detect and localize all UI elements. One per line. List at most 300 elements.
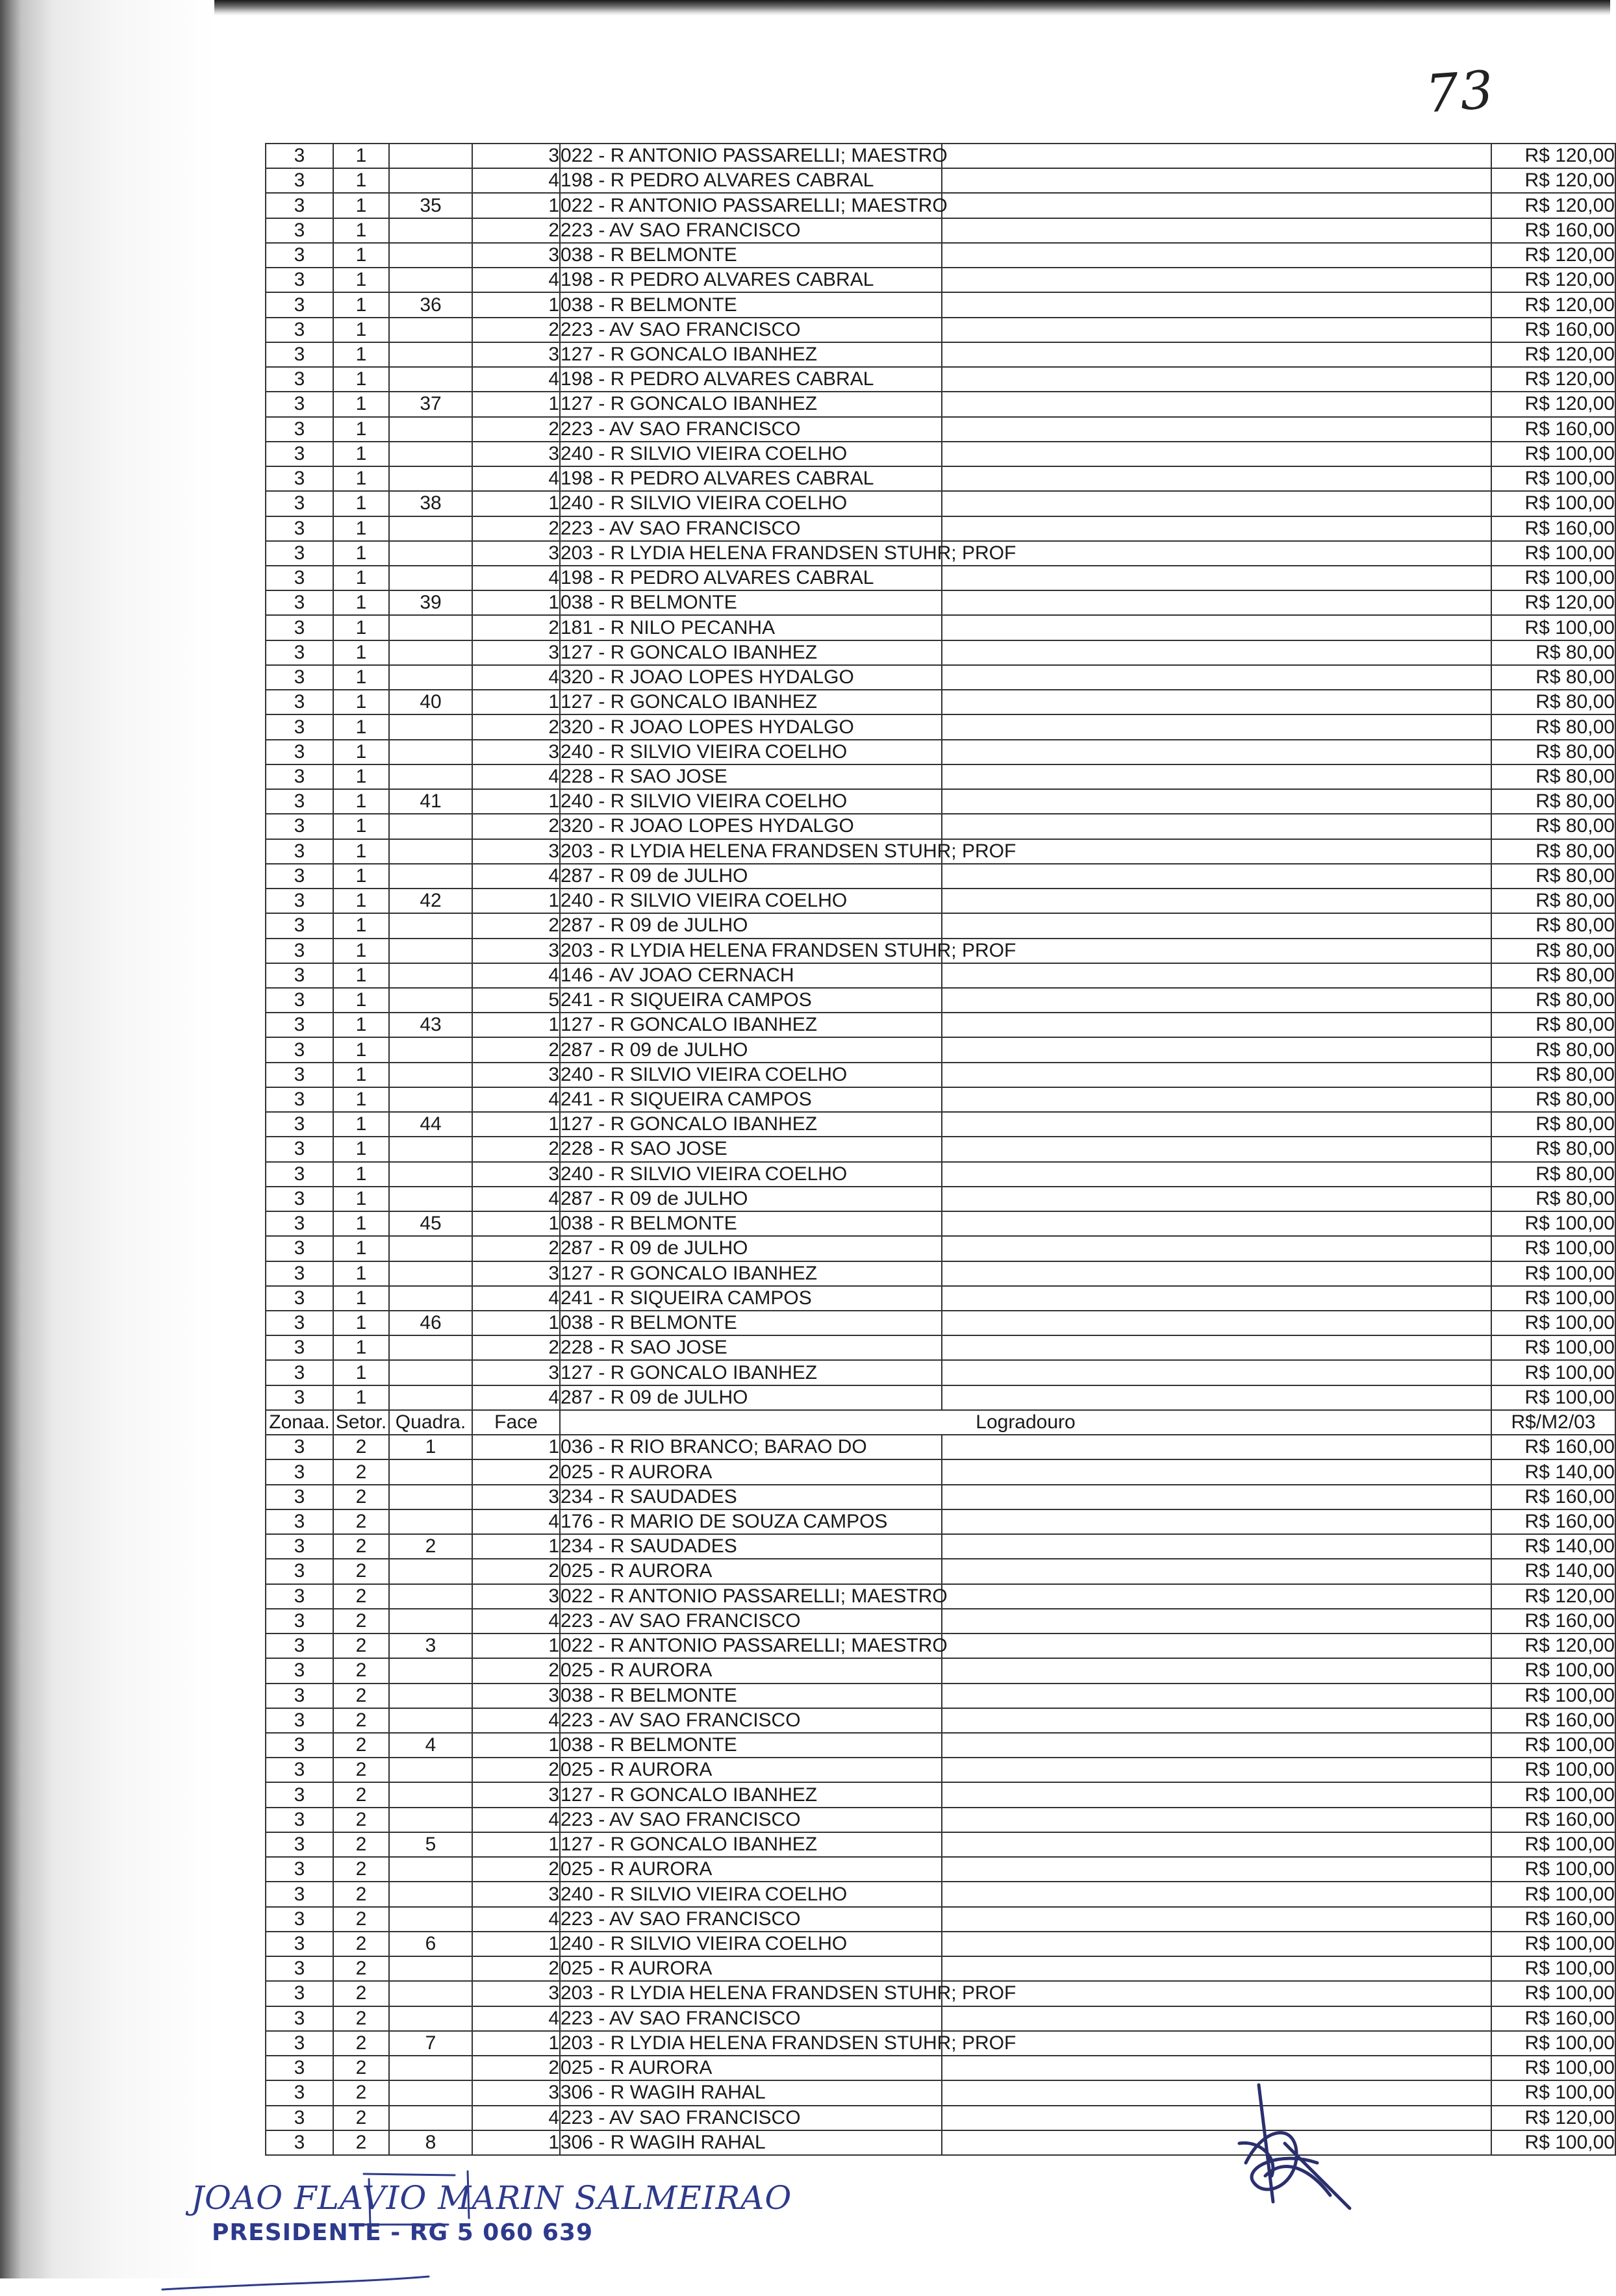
table-row [266, 318, 1615, 342]
quadra-cell [389, 1956, 472, 1981]
header-valor: R$/M2/03 [1491, 1410, 1615, 1435]
quadra-cell [389, 1782, 472, 1807]
quadra-cell: 4 [389, 1733, 472, 1758]
face-cell: 3 [472, 1162, 560, 1187]
face-cell: 1 [472, 1013, 560, 1037]
table-row [266, 417, 1615, 442]
quadra-cell [389, 541, 472, 566]
zona-cell: 3 [266, 144, 333, 168]
spacer-cell [942, 1708, 1491, 1733]
table-row [266, 1808, 1615, 1832]
setor-cell: 1 [333, 1335, 389, 1360]
table-row [266, 392, 1615, 416]
quadra-cell [389, 963, 472, 988]
face-cell: 3 [472, 1485, 560, 1509]
zona-cell: 3 [266, 193, 333, 218]
setor-cell: 2 [333, 1808, 389, 1832]
zona-cell: 3 [266, 814, 333, 839]
spacer-cell [942, 218, 1491, 243]
quadra-cell [389, 2006, 472, 2031]
face-cell: 1 [472, 193, 560, 218]
setor-cell: 2 [333, 1534, 389, 1559]
setor-cell: 1 [333, 1261, 389, 1286]
header-logradouro: Logradouro [560, 1410, 1491, 1435]
table-row [266, 963, 1615, 988]
setor-cell: 2 [333, 1981, 389, 2006]
face-cell: 2 [472, 1658, 560, 1683]
quadra-cell [389, 864, 472, 889]
table-row [266, 268, 1615, 292]
logradouro-cell: 025 - R AURORA [560, 1758, 942, 1782]
valor-cell: R$ 160,00 [1491, 1907, 1615, 1932]
face-cell: 3 [472, 144, 560, 168]
spacer-cell [942, 665, 1491, 690]
table-row [266, 566, 1615, 590]
zona-cell: 3 [266, 1782, 333, 1807]
setor-cell: 2 [333, 1459, 389, 1484]
logradouro-cell: 025 - R AURORA [560, 1857, 942, 1882]
quadra-cell [389, 218, 472, 243]
valor-cell: R$ 80,00 [1491, 963, 1615, 988]
setor-cell: 1 [333, 590, 389, 615]
valor-cell: R$ 80,00 [1491, 1162, 1615, 1187]
valor-cell: R$ 80,00 [1491, 740, 1615, 764]
face-cell: 3 [472, 839, 560, 864]
setor-cell: 2 [333, 1658, 389, 1683]
valor-cell: R$ 100,00 [1491, 1981, 1615, 2006]
zona-cell: 3 [266, 714, 333, 739]
table-row [266, 789, 1615, 814]
zona-cell: 3 [266, 1509, 333, 1534]
table-row [266, 516, 1615, 541]
spacer-cell [942, 268, 1491, 292]
logradouro-cell: 223 - AV SAO FRANCISCO [560, 218, 942, 243]
table-row [266, 168, 1615, 193]
quadra-cell [389, 1584, 472, 1609]
quadra-cell [389, 1857, 472, 1882]
spacer-cell [942, 1907, 1491, 1932]
table-row [266, 1684, 1615, 1708]
logradouro-cell: 223 - AV SAO FRANCISCO [560, 2106, 942, 2130]
valor-cell: R$ 160,00 [1491, 1708, 1615, 1733]
spacer-cell [942, 1037, 1491, 1062]
quadra-cell [389, 417, 472, 442]
face-cell: 2 [472, 318, 560, 342]
table-row [266, 1360, 1615, 1385]
table-row [266, 1584, 1615, 1609]
setor-cell: 1 [333, 1162, 389, 1187]
setor-cell: 1 [333, 1236, 389, 1261]
valor-cell: R$ 160,00 [1491, 417, 1615, 442]
table-row [266, 1733, 1615, 1758]
table-row [266, 2080, 1615, 2105]
valor-cell: R$ 80,00 [1491, 764, 1615, 789]
table-row [266, 1758, 1615, 1782]
valor-cell: R$ 100,00 [1491, 1286, 1615, 1311]
setor-cell: 2 [333, 1485, 389, 1509]
table-row [266, 1137, 1615, 1161]
valor-cell: R$ 100,00 [1491, 1261, 1615, 1286]
setor-cell: 1 [333, 839, 389, 864]
logradouro-cell: 025 - R AURORA [560, 1658, 942, 1683]
zona-cell: 3 [266, 392, 333, 416]
table-row [266, 1435, 1615, 1459]
zona-cell: 3 [266, 367, 333, 392]
valor-cell: R$ 120,00 [1491, 1634, 1615, 1658]
face-cell: 2 [472, 1037, 560, 1062]
logradouro-cell: 228 - R SAO JOSE [560, 1335, 942, 1360]
logradouro-cell: 127 - R GONCALO IBANHEZ [560, 1013, 942, 1037]
face-cell: 4 [472, 1808, 560, 1832]
logradouro-cell: 320 - R JOAO LOPES HYDALGO [560, 814, 942, 839]
zona-cell: 3 [266, 466, 333, 491]
quadra-cell [389, 1087, 472, 1112]
logradouro-cell: 176 - R MARIO DE SOUZA CAMPOS [560, 1509, 942, 1534]
face-cell: 2 [472, 615, 560, 640]
valor-cell: R$ 100,00 [1491, 1311, 1615, 1335]
quadra-cell: 40 [389, 690, 472, 714]
spacer-cell [942, 864, 1491, 889]
table-row [266, 913, 1615, 938]
zona-cell: 3 [266, 2130, 333, 2155]
spacer-cell [942, 1509, 1491, 1534]
spacer-cell [942, 913, 1491, 938]
valor-cell: R$ 100,00 [1491, 541, 1615, 566]
logradouro-cell: 203 - R LYDIA HELENA FRANDSEN STUHR; PROF [560, 541, 942, 566]
quadra-cell: 6 [389, 1932, 472, 1956]
spacer-cell [942, 2056, 1491, 2080]
setor-cell: 1 [333, 864, 389, 889]
table-row [266, 864, 1615, 889]
logradouro-cell: 127 - R GONCALO IBANHEZ [560, 392, 942, 416]
quadra-cell: 2 [389, 1534, 472, 1559]
valor-cell: R$ 120,00 [1491, 342, 1615, 367]
setor-cell: 1 [333, 1360, 389, 1385]
table-row [266, 1634, 1615, 1658]
table-row [266, 1981, 1615, 2006]
face-cell: 3 [472, 640, 560, 665]
quadra-cell [389, 640, 472, 665]
zona-cell: 3 [266, 1286, 333, 1311]
quadra-cell: 42 [389, 889, 472, 913]
spacer-cell [942, 566, 1491, 590]
quadra-cell [389, 714, 472, 739]
face-cell: 3 [472, 1882, 560, 1906]
table-row [266, 839, 1615, 864]
face-cell: 4 [472, 2106, 560, 2130]
scan-top-edge [0, 0, 1610, 16]
logradouro-cell: 223 - AV SAO FRANCISCO [560, 516, 942, 541]
table-body-sector-1 [266, 144, 1615, 1410]
zona-cell: 3 [266, 268, 333, 292]
table-row [266, 144, 1615, 168]
face-cell: 2 [472, 417, 560, 442]
valor-cell: R$ 100,00 [1491, 1335, 1615, 1360]
quadra-cell: 38 [389, 491, 472, 516]
table-row [266, 740, 1615, 764]
quadra-cell [389, 243, 472, 268]
setor-cell: 1 [333, 1211, 389, 1236]
spacer-cell [942, 1782, 1491, 1807]
zona-cell: 3 [266, 1981, 333, 2006]
table-row [266, 1782, 1615, 1807]
logradouro-cell: 287 - R 09 de JULHO [560, 1187, 942, 1211]
spacer-cell [942, 193, 1491, 218]
face-cell: 1 [472, 590, 560, 615]
zona-cell: 3 [266, 1907, 333, 1932]
face-cell: 1 [472, 392, 560, 416]
table-row [266, 367, 1615, 392]
zona-cell: 3 [266, 2031, 333, 2056]
logradouro-cell: 228 - R SAO JOSE [560, 764, 942, 789]
setor-cell: 1 [333, 268, 389, 292]
valor-cell: R$ 120,00 [1491, 144, 1615, 168]
quadra-cell [389, 1236, 472, 1261]
face-cell: 4 [472, 1286, 560, 1311]
zona-cell: 3 [266, 1684, 333, 1708]
quadra-cell [389, 1187, 472, 1211]
face-cell: 2 [472, 2056, 560, 2080]
valor-cell: R$ 120,00 [1491, 292, 1615, 317]
valor-cell: R$ 80,00 [1491, 913, 1615, 938]
valor-cell: R$ 100,00 [1491, 1882, 1615, 1906]
zona-cell: 3 [266, 1808, 333, 1832]
valor-cell: R$ 80,00 [1491, 1087, 1615, 1112]
logradouro-cell: 223 - AV SAO FRANCISCO [560, 1907, 942, 1932]
valor-cell: R$ 80,00 [1491, 1037, 1615, 1062]
valor-cell: R$ 100,00 [1491, 1658, 1615, 1683]
spacer-cell [942, 144, 1491, 168]
setor-cell: 1 [333, 764, 389, 789]
face-cell: 2 [472, 1857, 560, 1882]
setor-cell: 2 [333, 1634, 389, 1658]
logradouro-cell: 203 - R LYDIA HELENA FRANDSEN STUHR; PROF [560, 2031, 942, 2056]
quadra-cell [389, 1335, 472, 1360]
zona-cell: 3 [266, 1435, 333, 1459]
quadra-cell [389, 615, 472, 640]
quadra-cell [389, 1485, 472, 1509]
face-cell: 3 [472, 342, 560, 367]
zona-cell: 3 [266, 292, 333, 317]
setor-cell: 1 [333, 1286, 389, 1311]
valor-cell: R$ 80,00 [1491, 988, 1615, 1013]
table-row [266, 640, 1615, 665]
zona-cell: 3 [266, 988, 333, 1013]
spacer-cell [942, 541, 1491, 566]
tax-value-table [265, 143, 1616, 2156]
valor-cell: R$ 160,00 [1491, 318, 1615, 342]
quadra-cell: 3 [389, 1634, 472, 1658]
table-row [266, 764, 1615, 789]
zona-cell: 3 [266, 789, 333, 814]
zona-cell: 3 [266, 1087, 333, 1112]
valor-cell: R$ 100,00 [1491, 1385, 1615, 1410]
setor-cell: 1 [333, 516, 389, 541]
valor-cell: R$ 100,00 [1491, 1832, 1615, 1857]
spacer-cell [942, 1459, 1491, 1484]
logradouro-cell: 234 - R SAUDADES [560, 1485, 942, 1509]
spacer-cell [942, 1981, 1491, 2006]
spacer-cell [942, 491, 1491, 516]
zona-cell: 3 [266, 615, 333, 640]
quadra-cell [389, 839, 472, 864]
quadra-cell: 35 [389, 193, 472, 218]
valor-cell: R$ 100,00 [1491, 2031, 1615, 2056]
setor-cell: 1 [333, 342, 389, 367]
valor-cell: R$ 120,00 [1491, 392, 1615, 416]
valor-cell: R$ 100,00 [1491, 1782, 1615, 1807]
spacer-cell [942, 2031, 1491, 2056]
valor-cell: R$ 120,00 [1491, 168, 1615, 193]
zona-cell: 3 [266, 1634, 333, 1658]
logradouro-cell: 306 - R WAGIH RAHAL [560, 2080, 942, 2105]
face-cell: 2 [472, 1459, 560, 1484]
spacer-cell [942, 1808, 1491, 1832]
quadra-cell [389, 1684, 472, 1708]
setor-cell: 2 [333, 2080, 389, 2105]
logradouro-cell: 240 - R SILVIO VIEIRA COELHO [560, 1063, 942, 1087]
face-cell: 1 [472, 1634, 560, 1658]
logradouro-cell: 223 - AV SAO FRANCISCO [560, 1609, 942, 1634]
logradouro-cell: 198 - R PEDRO ALVARES CABRAL [560, 566, 942, 590]
spacer-cell [942, 1534, 1491, 1559]
setor-cell: 1 [333, 789, 389, 814]
setor-cell: 1 [333, 218, 389, 243]
logradouro-cell: 287 - R 09 de JULHO [560, 864, 942, 889]
face-cell: 1 [472, 889, 560, 913]
logradouro-cell: 038 - R BELMONTE [560, 292, 942, 317]
face-cell: 1 [472, 1311, 560, 1335]
zona-cell: 3 [266, 1137, 333, 1161]
table-row [266, 491, 1615, 516]
quadra-cell: 1 [389, 1435, 472, 1459]
table-row [266, 690, 1615, 714]
table-row [266, 1658, 1615, 1683]
logradouro-cell: 038 - R BELMONTE [560, 1311, 942, 1335]
valor-cell: R$ 80,00 [1491, 864, 1615, 889]
spacer-cell [942, 1211, 1491, 1236]
spacer-cell [942, 1956, 1491, 1981]
valor-cell: R$ 100,00 [1491, 442, 1615, 466]
logradouro-cell: 203 - R LYDIA HELENA FRANDSEN STUHR; PROF [560, 939, 942, 963]
face-cell: 2 [472, 1335, 560, 1360]
face-cell: 4 [472, 864, 560, 889]
spacer-cell [942, 1137, 1491, 1161]
valor-cell: R$ 100,00 [1491, 1733, 1615, 1758]
setor-cell: 2 [333, 1882, 389, 1906]
setor-cell: 2 [333, 2006, 389, 2031]
spacer-cell [942, 690, 1491, 714]
table-row [266, 615, 1615, 640]
table-row [266, 1112, 1615, 1137]
setor-cell: 1 [333, 392, 389, 416]
zona-cell: 3 [266, 442, 333, 466]
setor-cell: 2 [333, 1435, 389, 1459]
spacer-cell [942, 963, 1491, 988]
spacer-cell [942, 740, 1491, 764]
header-setor: Setor. [333, 1410, 389, 1435]
header-zona: Zonaa. [266, 1410, 333, 1435]
logradouro-cell: 025 - R AURORA [560, 1559, 942, 1583]
header-face: Face [472, 1410, 560, 1435]
logradouro-cell: 287 - R 09 de JULHO [560, 1037, 942, 1062]
quadra-cell: 44 [389, 1112, 472, 1137]
spacer-cell [942, 292, 1491, 317]
zona-cell: 3 [266, 1658, 333, 1683]
setor-cell: 1 [333, 1063, 389, 1087]
quadra-cell [389, 1385, 472, 1410]
face-cell: 4 [472, 764, 560, 789]
zona-cell: 3 [266, 168, 333, 193]
quadra-cell [389, 566, 472, 590]
logradouro-cell: 240 - R SILVIO VIEIRA COELHO [560, 889, 942, 913]
quadra-cell: 37 [389, 392, 472, 416]
logradouro-cell: 127 - R GONCALO IBANHEZ [560, 342, 942, 367]
face-cell: 3 [472, 1782, 560, 1807]
quadra-cell: 43 [389, 1013, 472, 1037]
setor-cell: 2 [333, 1584, 389, 1609]
valor-cell: R$ 100,00 [1491, 1360, 1615, 1385]
page-number: 73 [1423, 59, 1496, 125]
valor-cell: R$ 140,00 [1491, 1559, 1615, 1583]
face-cell: 2 [472, 814, 560, 839]
face-cell: 2 [472, 1137, 560, 1161]
valor-cell: R$ 120,00 [1491, 193, 1615, 218]
table-row [266, 1261, 1615, 1286]
valor-cell: R$ 100,00 [1491, 1857, 1615, 1882]
setor-cell: 1 [333, 1087, 389, 1112]
zona-cell: 3 [266, 1261, 333, 1286]
setor-cell: 2 [333, 1559, 389, 1583]
quadra-cell [389, 1360, 472, 1385]
face-cell: 1 [472, 789, 560, 814]
valor-cell: R$ 100,00 [1491, 566, 1615, 590]
zona-cell: 3 [266, 1932, 333, 1956]
valor-cell: R$ 80,00 [1491, 789, 1615, 814]
valor-cell: R$ 100,00 [1491, 1684, 1615, 1708]
zona-cell: 3 [266, 1236, 333, 1261]
table-row [266, 1459, 1615, 1484]
quadra-cell [389, 144, 472, 168]
signatory-title: PRESIDENTE - RG 5 060 639 [212, 2219, 593, 2246]
logradouro-cell: 038 - R BELMONTE [560, 590, 942, 615]
zona-cell: 3 [266, 1609, 333, 1634]
setor-cell: 2 [333, 1733, 389, 1758]
quadra-cell [389, 1261, 472, 1286]
setor-cell: 2 [333, 1758, 389, 1782]
zona-cell: 3 [266, 1187, 333, 1211]
table-header-row [266, 1410, 1615, 1435]
logradouro-cell: 223 - AV SAO FRANCISCO [560, 1808, 942, 1832]
valor-cell: R$ 160,00 [1491, 2006, 1615, 2031]
setor-cell: 2 [333, 1609, 389, 1634]
logradouro-cell: 022 - R ANTONIO PASSARELLI; MAESTRO [560, 1584, 942, 1609]
setor-cell: 2 [333, 2106, 389, 2130]
zona-cell: 3 [266, 2056, 333, 2080]
logradouro-cell: 127 - R GONCALO IBANHEZ [560, 690, 942, 714]
face-cell: 3 [472, 1584, 560, 1609]
quadra-cell [389, 1162, 472, 1187]
valor-cell: R$ 160,00 [1491, 218, 1615, 243]
table-row [266, 1236, 1615, 1261]
table-row [266, 1708, 1615, 1733]
table-row [266, 1311, 1615, 1335]
face-cell: 4 [472, 1907, 560, 1932]
logradouro-cell: 223 - AV SAO FRANCISCO [560, 2006, 942, 2031]
table-row [266, 939, 1615, 963]
logradouro-cell: 241 - R SIQUEIRA CAMPOS [560, 988, 942, 1013]
zona-cell: 3 [266, 764, 333, 789]
